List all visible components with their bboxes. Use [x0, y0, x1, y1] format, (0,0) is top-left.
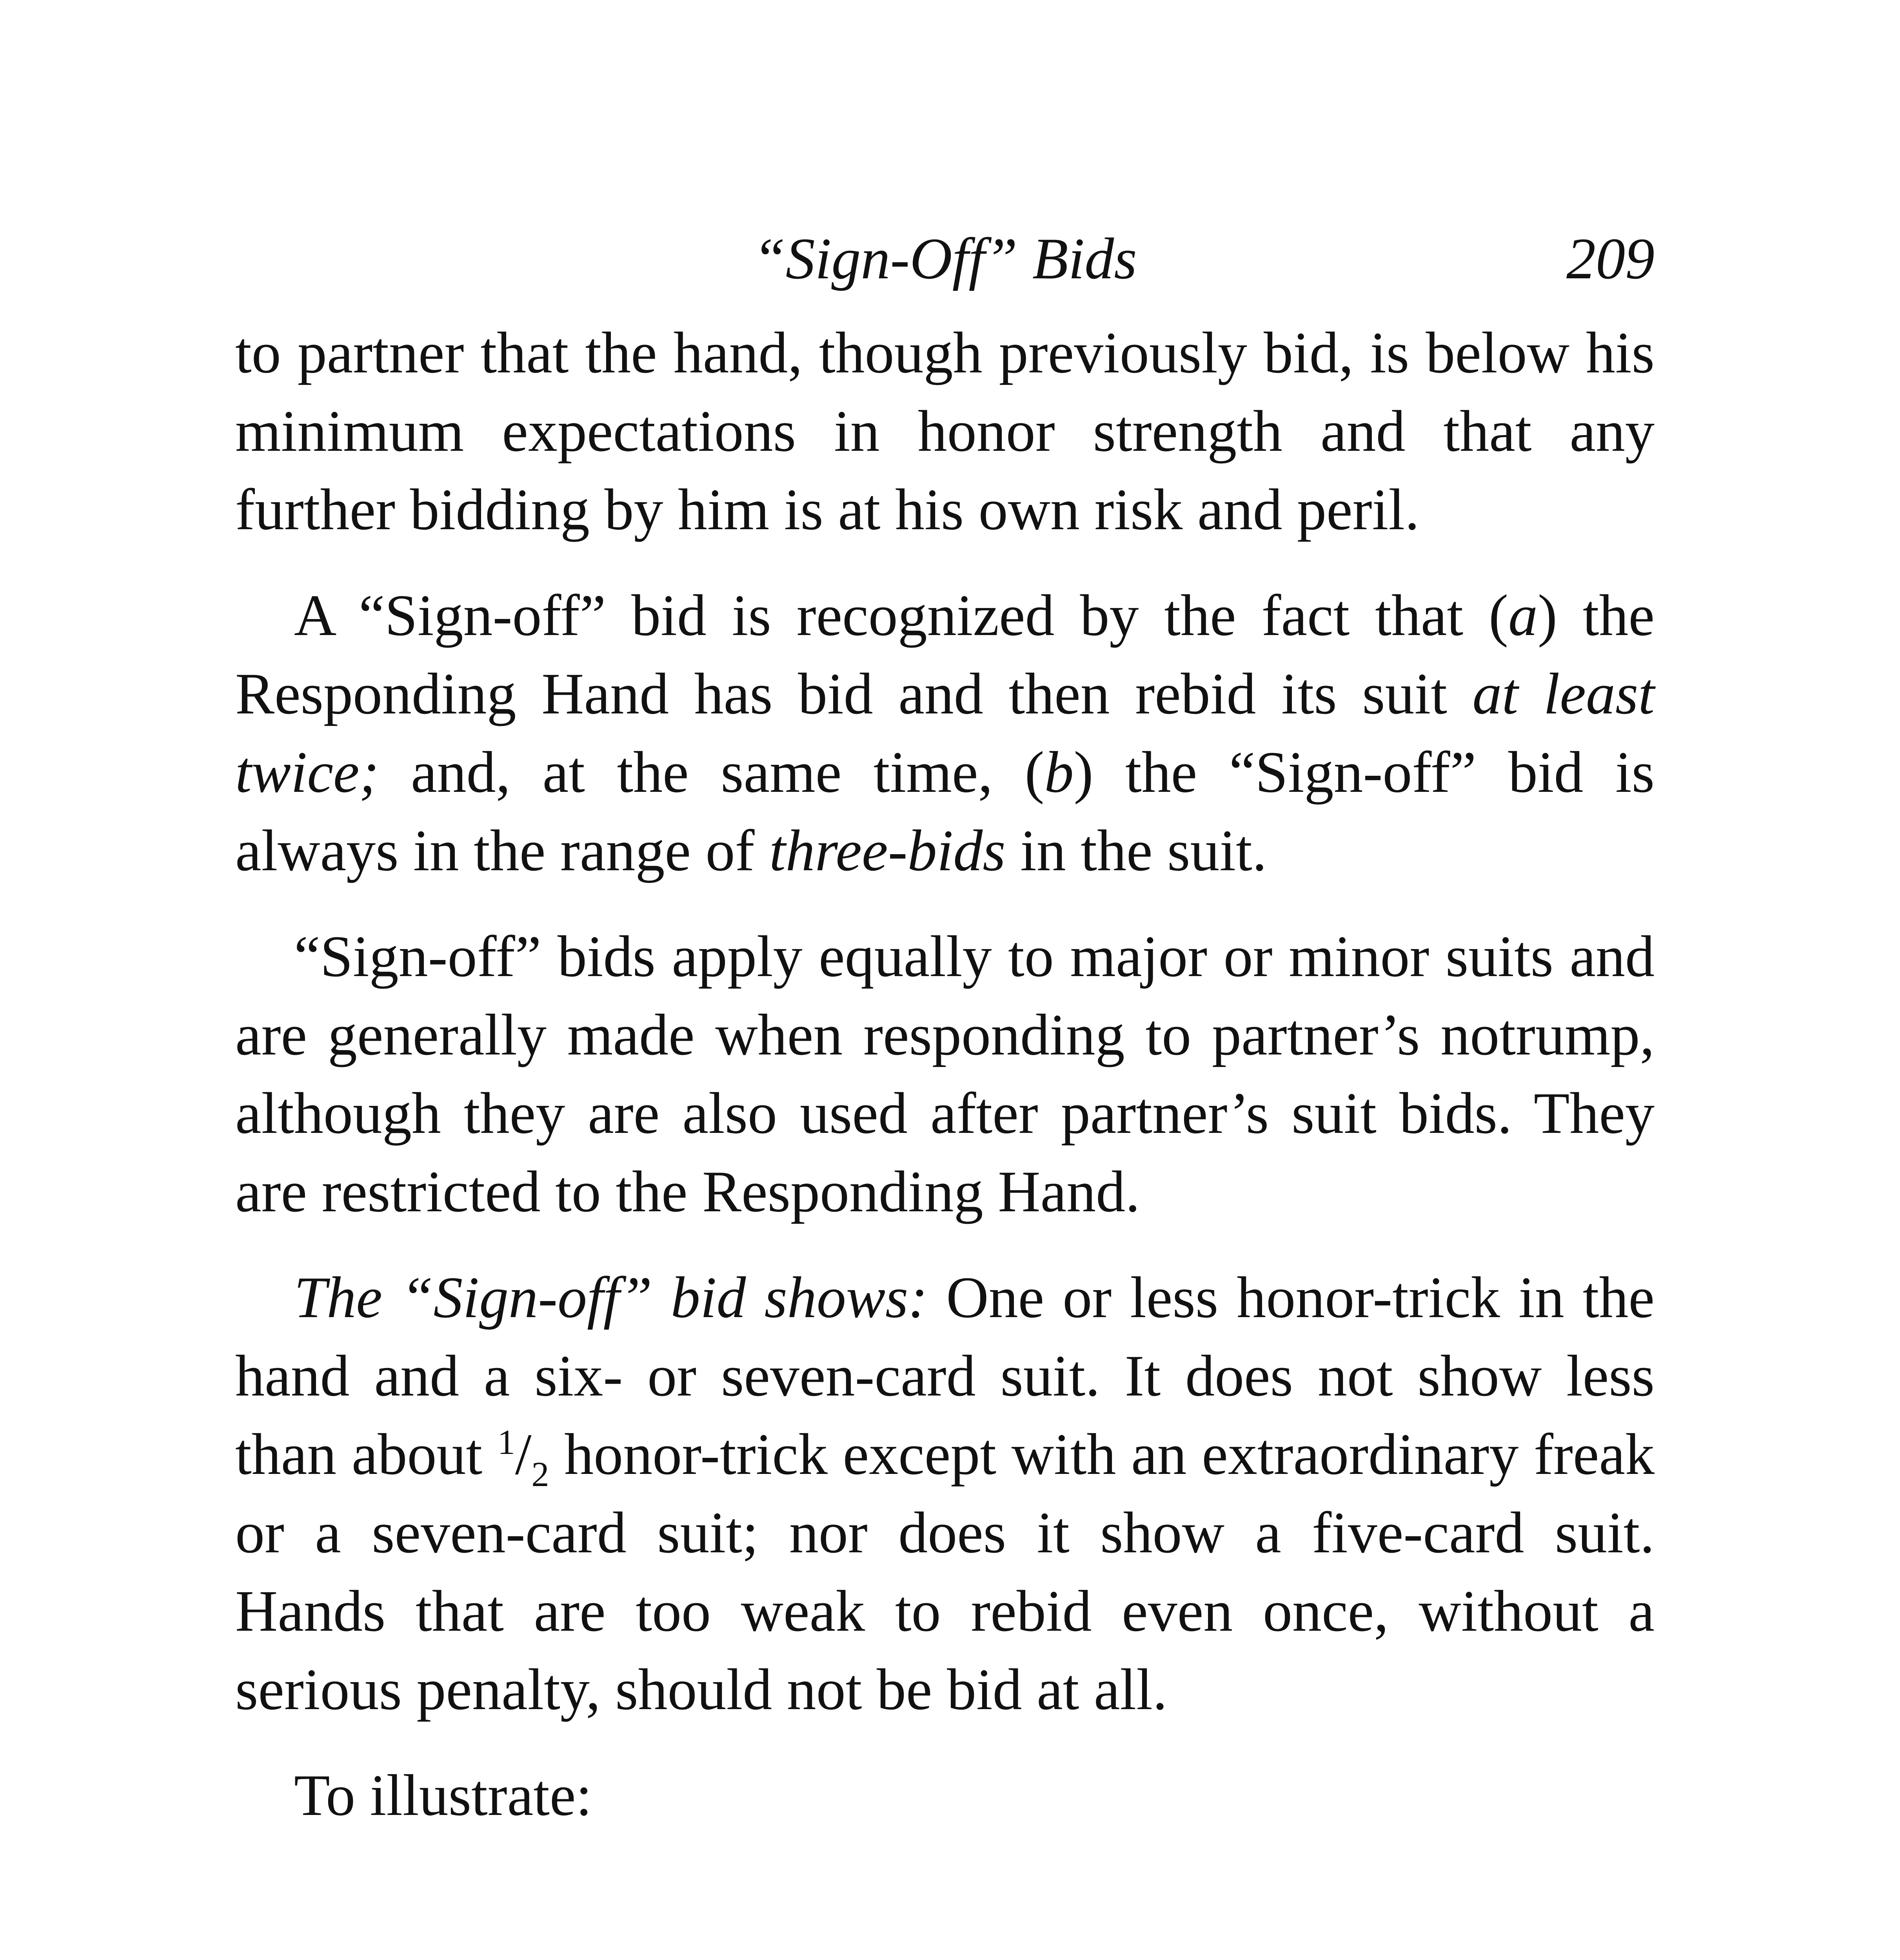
p2-text-e: and, at the same time, (: [379, 740, 1044, 805]
p2-marker-b: b: [1044, 740, 1074, 805]
p2-text-i: in the suit.: [1005, 818, 1267, 883]
paragraph-2: [235, 576, 1655, 890]
running-head: “Sign-Off” Bids: [753, 226, 1137, 291]
paragraph-1: to partner that the hand, though previously bid, is below his minimum expectations in honor strength and that any further bidding by him is at his own risk and peril.: [235, 320, 1655, 542]
page-number: 209: [1566, 226, 1655, 291]
p2-text-c: ) the Responding Hand has bid and then rebid its suit: [235, 583, 1655, 726]
p2-text-a: A “Sign-off” bid is recognized by the fact that (: [294, 583, 1508, 648]
paragraph-4: [235, 1258, 1655, 1729]
p2-emphasis-three-bids: three-bids: [769, 818, 1006, 883]
page-header: [235, 220, 1655, 298]
fraction-one-half: $^1/_2$: [497, 1422, 549, 1494]
p4-text-c: honor-trick except with an extraordinary freak or a seven-card suit; nor does it show a five-card suit. Hands that are too weak to rebid even once, without a serious penalty, should not be bid at all.: [235, 1422, 1655, 1722]
p4-text-b: One or less honor-trick in the hand and a six- or seven-card suit. It does not show less than about: [235, 1265, 1655, 1487]
p2-emphasis-twice: at least twice;: [235, 661, 1655, 805]
illustrate-line: To illustrate:: [294, 1763, 592, 1828]
body-text: [235, 314, 1655, 1835]
p2-marker-a: a: [1508, 583, 1538, 648]
paragraph-3: “Sign-off” bids apply equally to major or minor suits and are generally made when responding to partner’s notrump, although they are also used after partner’s suit bids. They are restricted to the Responding Hand.: [235, 924, 1655, 1224]
p2-text-g: ) the “Sign-off” bid is always in the range of: [235, 740, 1655, 883]
p4-lead-in: The “Sign-off” bid shows:: [294, 1265, 928, 1330]
